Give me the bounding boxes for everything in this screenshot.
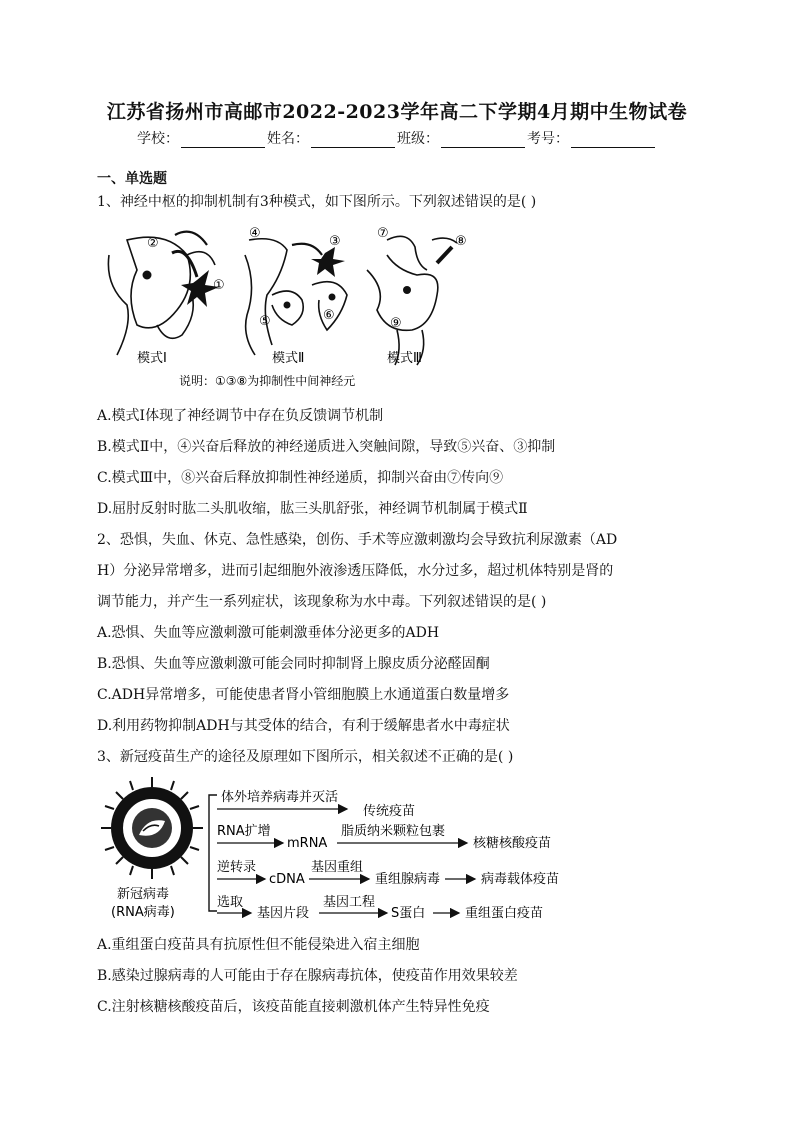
q3-r4-step2: 基因工程: [323, 895, 376, 910]
name-blank: [311, 131, 395, 148]
class-label: 班级：: [397, 131, 439, 147]
q3-stem: 3、新冠疫苗生产的途径及原理如下图所示，相关叙述不正确的是( ): [97, 749, 514, 765]
q1-fig-label-mode2: 模式Ⅱ: [272, 351, 305, 366]
q3-r3-step2: 基因重组: [311, 860, 364, 875]
q1-fig-label-mode3: 模式Ⅲ: [387, 351, 422, 366]
q3-r3-result: 病毒载体疫苗: [481, 872, 560, 887]
section-heading: 一、单选题: [97, 171, 167, 187]
q1-fig-num-6: ⑥: [323, 308, 335, 323]
class-blank: [441, 131, 525, 148]
q3-option-a: A.重组蛋白疫苗具有抗原性但不能侵染进入宿主细胞: [97, 937, 420, 953]
q3-option-b: B.感染过腺病毒的人可能由于存在腺病毒抗体，使疫苗作用效果较差: [97, 968, 518, 984]
q3-r2-mid: mRNA: [287, 836, 328, 851]
q3-r1-result: 传统疫苗: [363, 804, 416, 819]
school-label: 学校：: [137, 131, 179, 147]
q3-r2-result: 核糖核酸疫苗: [473, 836, 552, 851]
q2-stem-line-1: 2、恐惧，失血、休克、急性感染，创伤、手术等应激刺激均会导致抗利尿激素（AD: [97, 532, 618, 548]
q1-fig-num-9: ⑨: [390, 316, 402, 331]
q1-fig-num-7: ⑦: [377, 226, 389, 241]
q3-r3-mid1: cDNA: [269, 872, 305, 887]
exam-title: 江苏省扬州市高邮市2022-2023学年高二下学期4月期中生物试卷: [106, 101, 688, 123]
exam-no-blank: [571, 131, 655, 148]
q3-r4-mid2: S蛋白: [391, 906, 426, 921]
q3-r3-mid2: 重组腺病毒: [375, 872, 441, 887]
q3-r4-result: 重组蛋白疫苗: [465, 906, 544, 921]
q1-fig-num-1: ①: [213, 278, 225, 293]
student-info-line: [0, 128, 794, 148]
q3-r1-step: 体外培养病毒并灭活: [221, 790, 339, 805]
q3-r3-step1: 逆转录: [217, 860, 257, 875]
q2-option-a: A.恐惧、失血等应激刺激可能刺激垂体分泌更多的ADH: [97, 625, 440, 641]
coronavirus-icon: [101, 777, 203, 879]
q1-option-a: A.模式Ⅰ体现了神经调节中存在负反馈调节机制: [97, 408, 384, 424]
q1-stem: 1、神经中枢的抑制机制有3种模式，如下图所示。下列叙述错误的是( ): [97, 194, 537, 210]
q2-stem-line-2: H）分泌异常增多，进而引起细胞外液渗透压降低，水分过多，超过机体特别是肾的: [97, 563, 614, 579]
q2-stem-line-3: 调节能力，并产生一系列症状，该现象称为水中毒。下列叙述错误的是( ): [97, 594, 547, 610]
q2-option-c: C.ADH异常增多，可能使患者肾小管细胞膜上水通道蛋白数量增多: [97, 687, 510, 703]
q1-option-b: B.模式Ⅱ中，④兴奋后释放的神经递质进入突触间隙，导致⑤兴奋、③抑制: [97, 439, 556, 455]
q1-fig-num-3: ③: [329, 234, 341, 249]
q3-r2-step1: RNA扩增: [217, 824, 271, 839]
q3-option-c: C.注射核糖核酸疫苗后，该疫苗能直接刺激机体产生特异性免疫: [97, 999, 490, 1015]
q1-fig-num-5: ⑤: [259, 314, 271, 329]
q1-fig-num-8: ⑧: [455, 234, 467, 249]
q1-fig-num-2: ②: [147, 236, 159, 251]
exam-no-label: 考号：: [527, 131, 569, 147]
school-blank: [181, 131, 265, 148]
q1-fig-label-mode1: 模式Ⅰ: [137, 351, 167, 366]
q1-neuron-figure: [97, 215, 487, 390]
q1-fig-num-4: ④: [249, 226, 261, 241]
q2-option-d: D.利用药物抑制ADH与其受体的结合，有利于缓解患者水中毒症状: [97, 718, 510, 734]
q3-r4-mid1: 基因片段: [257, 906, 310, 921]
q1-option-d: D.屈肘反射时肱二头肌收缩，肱三头肌舒张，神经调节机制属于模式Ⅱ: [97, 501, 528, 517]
q3-r2-step2: 脂质纳米颗粒包裹: [341, 824, 446, 839]
q3-virus-label-2: (RNA病毒): [111, 905, 175, 920]
q1-option-c: C.模式Ⅲ中，⑧兴奋后释放抑制性神经递质，抑制兴奋由⑦传向⑨: [97, 470, 504, 486]
q3-virus-label-1: 新冠病毒: [117, 887, 170, 902]
q1-fig-note: 说明：①③⑧为抑制性中间神经元: [179, 374, 356, 388]
q3-r4-step1: 选取: [217, 895, 244, 910]
q3-vaccine-figure: [97, 773, 577, 923]
q2-option-b: B.恐惧、失血等应激刺激可能会同时抑制肾上腺皮质分泌醛固酮: [97, 656, 490, 672]
name-label: 姓名：: [267, 131, 309, 147]
